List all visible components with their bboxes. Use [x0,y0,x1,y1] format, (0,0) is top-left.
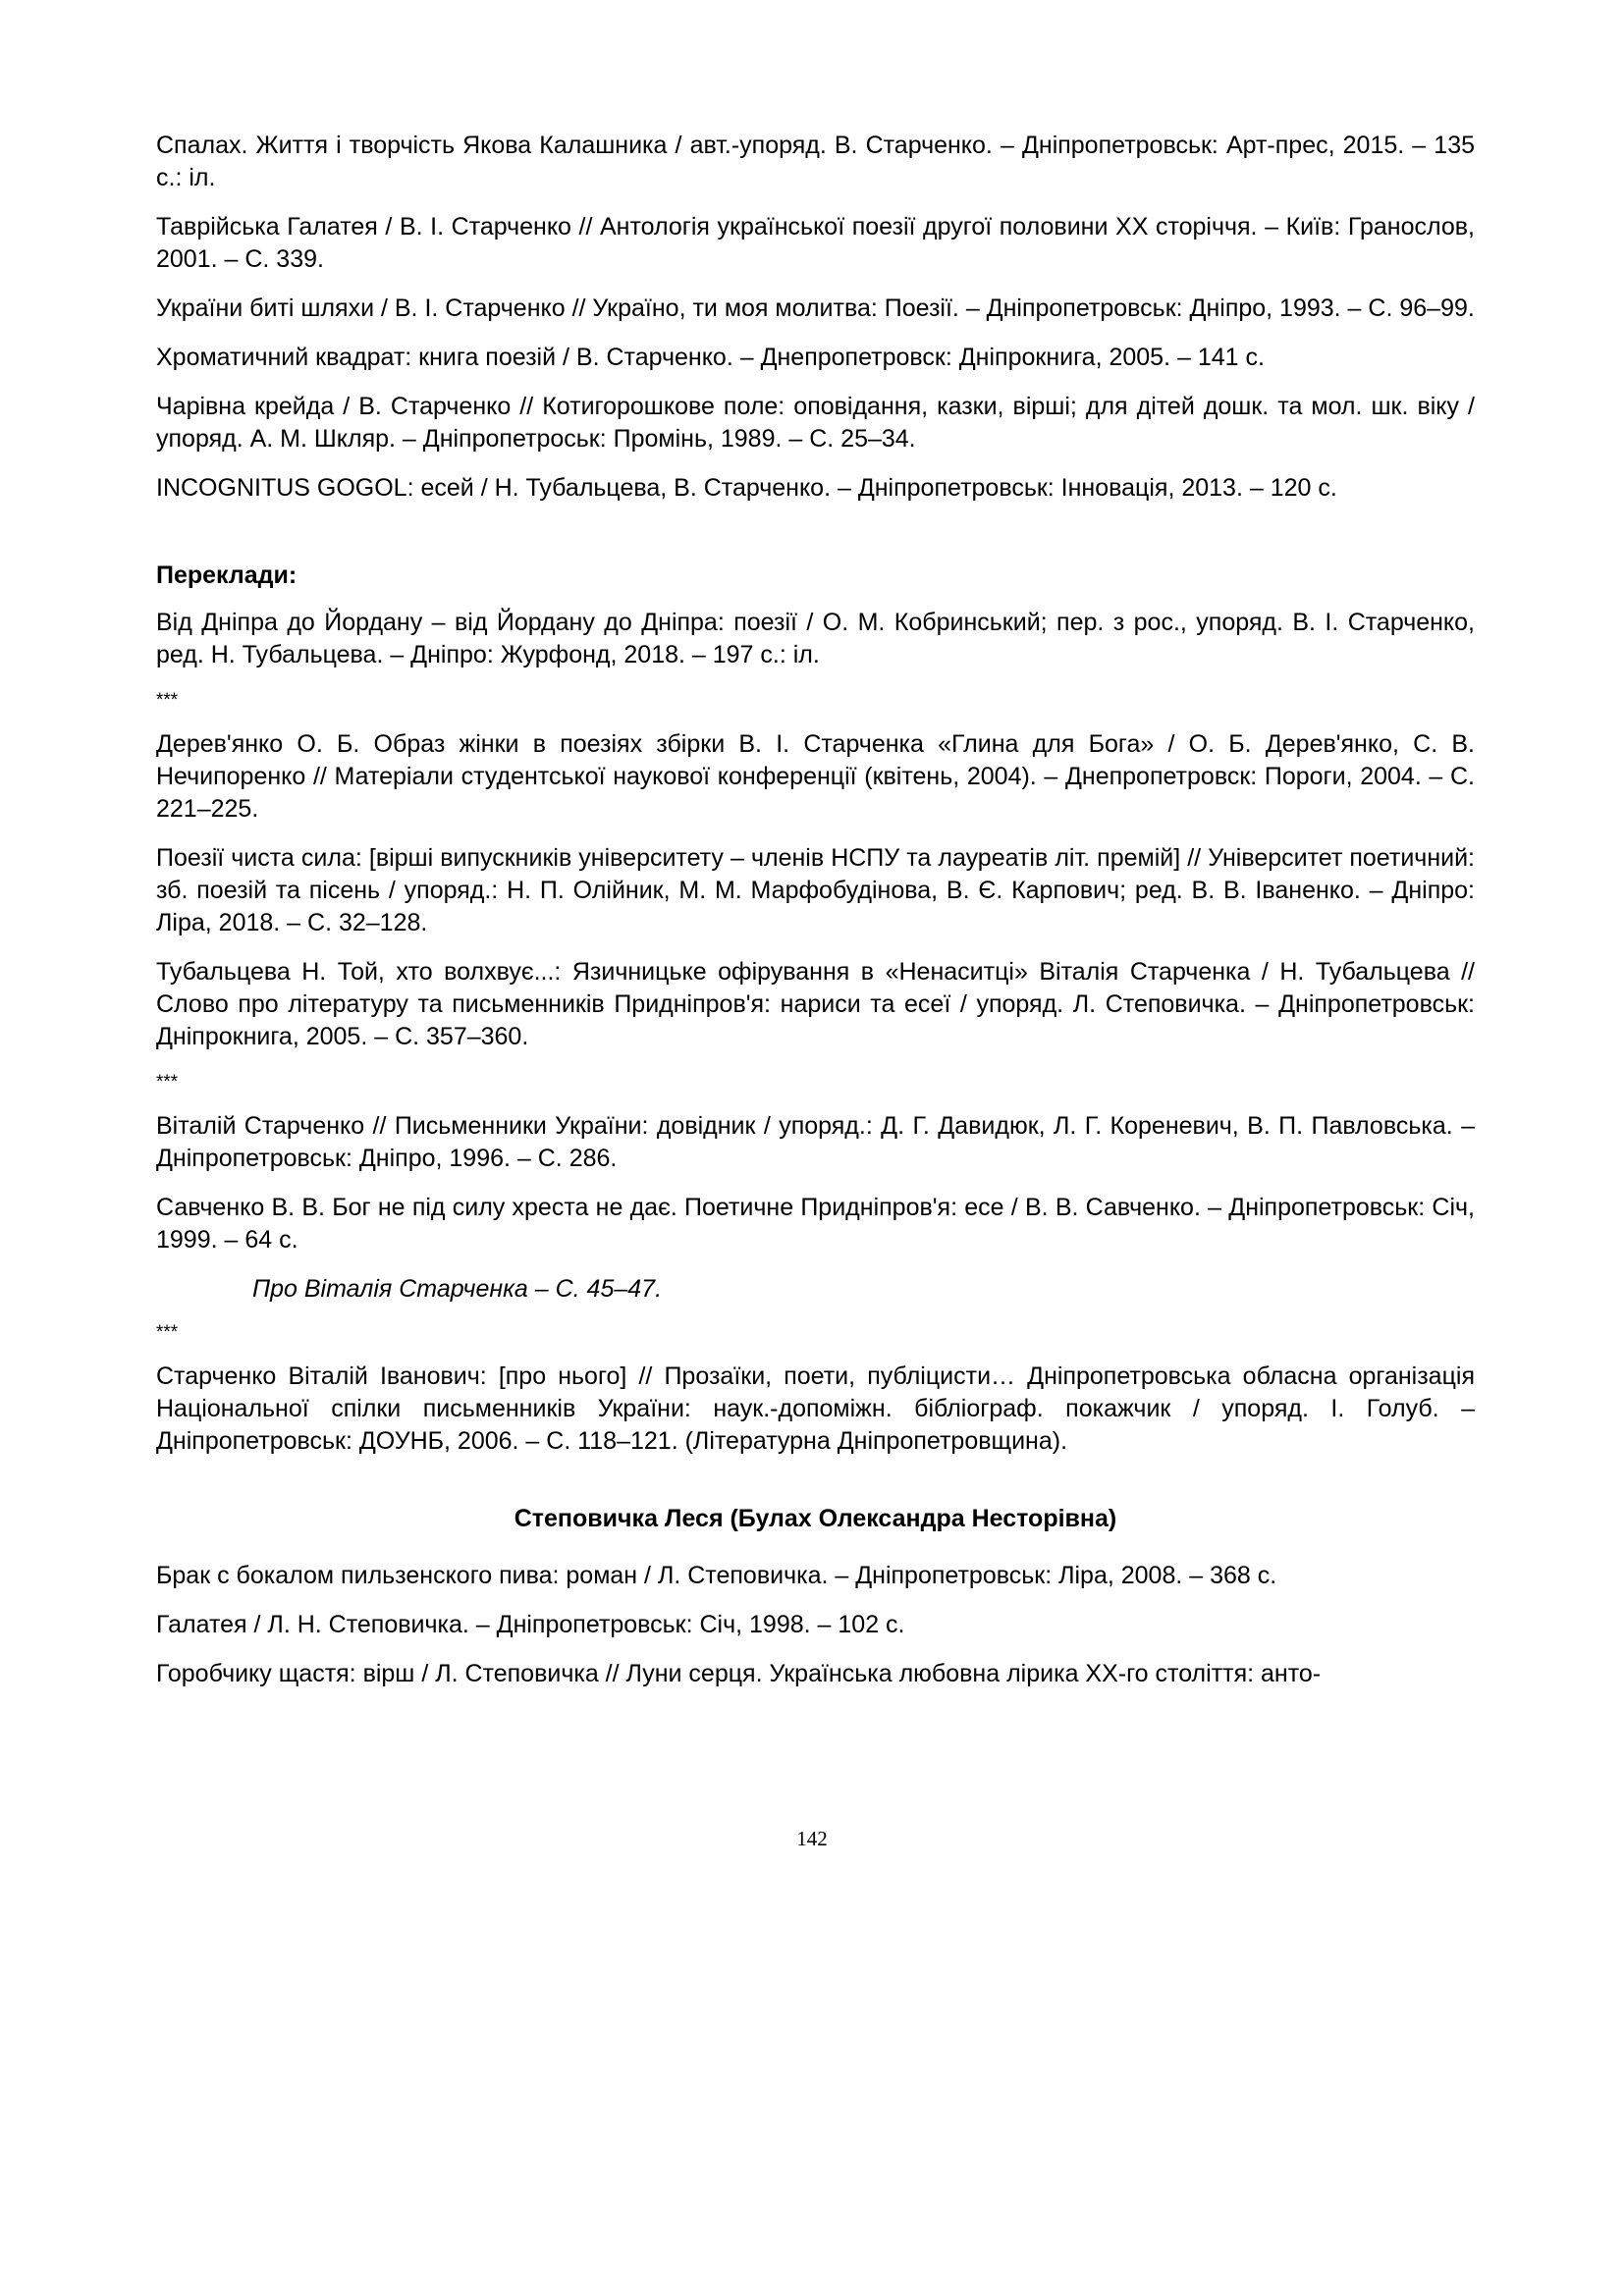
bibliography-entry: Брак с бокалом пильзенского пива: роман / Л. Степовичка. – Дніпропетровськ: Ліра, 2008. – 368 с. [156,1562,1277,1589]
bibliography-entry: Хроматичний квадрат: книга поезій / В. Старченко. – Днепропетровск: Дніпрокнига, 2005. – 141 с. [156,344,1265,371]
bibliography-entry: України биті шляхи / В. І. Старченко // Україно, ти моя молитва: Поезії. – Дніпропетровськ: Дніпро, 1993. – С. 96–99. [156,294,1475,322]
bibliography-entry: Дерев'янко О. Б. Образ жінки в поезіях збірки В. І. Старченка «Глина для Бога» / О. Б. Дерев'янко, С. В. Нечипоренко // Матеріали студентської наукової конференції (квітень, 2004). – Днепропетровск: Пороги, 2004. – С. 221–225. [156,730,1475,823]
separator: *** [156,1322,179,1343]
bibliography-entry: INCOGNITUS GOGOL: есей / Н. Тубальцева, В. Старченко. – Дніпропетровськ: Інновація, 2013. – 120 с. [156,474,1337,502]
translation-entry: Від Дніпра до Йордану – від Йордану до Дніпра: поезії / О. М. Кобринський; пер. з рос., упоряд. В. І. Старченко, ред. Н. Тубальцева. – Дніпро: Журфонд, 2018. – 197 с.: іл. [156,609,1475,668]
entry-note: Про Віталія Старченка – С. 45–47. [252,1275,663,1303]
bibliography-entry: Тубальцева Н. Той, хто волхвує...: Язичницьке офірування в «Ненаситці» Віталія Старченка / Н. Тубальцева // Слово про літературу та письменників Придніпров'я: нариси та есеї / упоряд. Л. Степовичка. – Дніпропетровськ: Дніпрокнига, 2005. – С. 357–360. [156,958,1475,1050]
bibliography-entry: Чарівна крейда / В. Старченко // Котигорошкове поле: оповідання, казки, вірші; для дітей дошк. та мол. шк. віку / упоряд. А. М. Шкляр. – Дніпропетроськ: Промінь, 1989. – С. 25–34. [156,393,1475,453]
author-heading: Степовичка Леся (Булах Олександра Несторівна) [514,1505,1117,1532]
bibliography-entry: Старченко Віталій Іванович: [про нього] // Прозаїки, поети, публіцисти… Дніпропетровська обласна організація Національної спілки письменників України: наук.-допоміжн. бібліограф. покажчик / упоряд. І. Голуб. – Дніпропетровськ: ДОУНБ, 2006. – С. 118–121. (Літературна Дніпропетровщина). [156,1362,1475,1455]
page-number: 142 [796,1827,828,1850]
bibliography-entry: Поезії чиста сила: [вірші випускників університету – членів НСПУ та лауреатів літ. премій] // Університет поетичний: зб. поезій та пісень / упоряд.: Н. П. Олійник, М. М. Марфобудінова, В. Є. Карпович; ред. В. В. Іваненко. – Дніпро: Ліра, 2018. – С. 32–128. [156,844,1475,936]
bibliography-entry: Таврійська Галатея / В. І. Старченко // Антологія української поезії другої половини ХХ сторіччя. – Київ: Гранослов, 2001. – С. 339. [156,213,1475,273]
bibliography-entry: Галатея / Л. Н. Степовичка. – Дніпропетровськ: Січ, 1998. – 102 с. [156,1611,905,1638]
bibliography-entry: Віталій Старченко // Письменники України: довідник / упоряд.: Д. Г. Давидюк, Л. Г. Кореневич, В. П. Павловська. – Дніпропетровськ: Дніпро, 1996. – С. 286. [156,1112,1475,1172]
bibliography-entry: Савченко В. В. Бог не під силу хреста не дає. Поетичне Придніпров'я: есе / В. В. Савченко. – Дніпропетровськ: Січ, 1999. – 64 с. [156,1194,1475,1254]
separator: *** [156,1072,179,1093]
separator: *** [156,690,179,711]
document-page [156,130,1475,1707]
bibliography-entry: Спалах. Життя і творчість Якова Калашника / авт.-упоряд. В. Старченко. – Дніпропетровськ: Арт-прес, 2015. – 135 с.: іл. [156,132,1475,191]
bibliography-entry: Горобчику щастя: вірш / Л. Степовичка // Луни серця. Українська любовна лірика ХХ-го століття: анто- [156,1660,1322,1687]
section-heading-translations: Переклади: [156,561,298,589]
